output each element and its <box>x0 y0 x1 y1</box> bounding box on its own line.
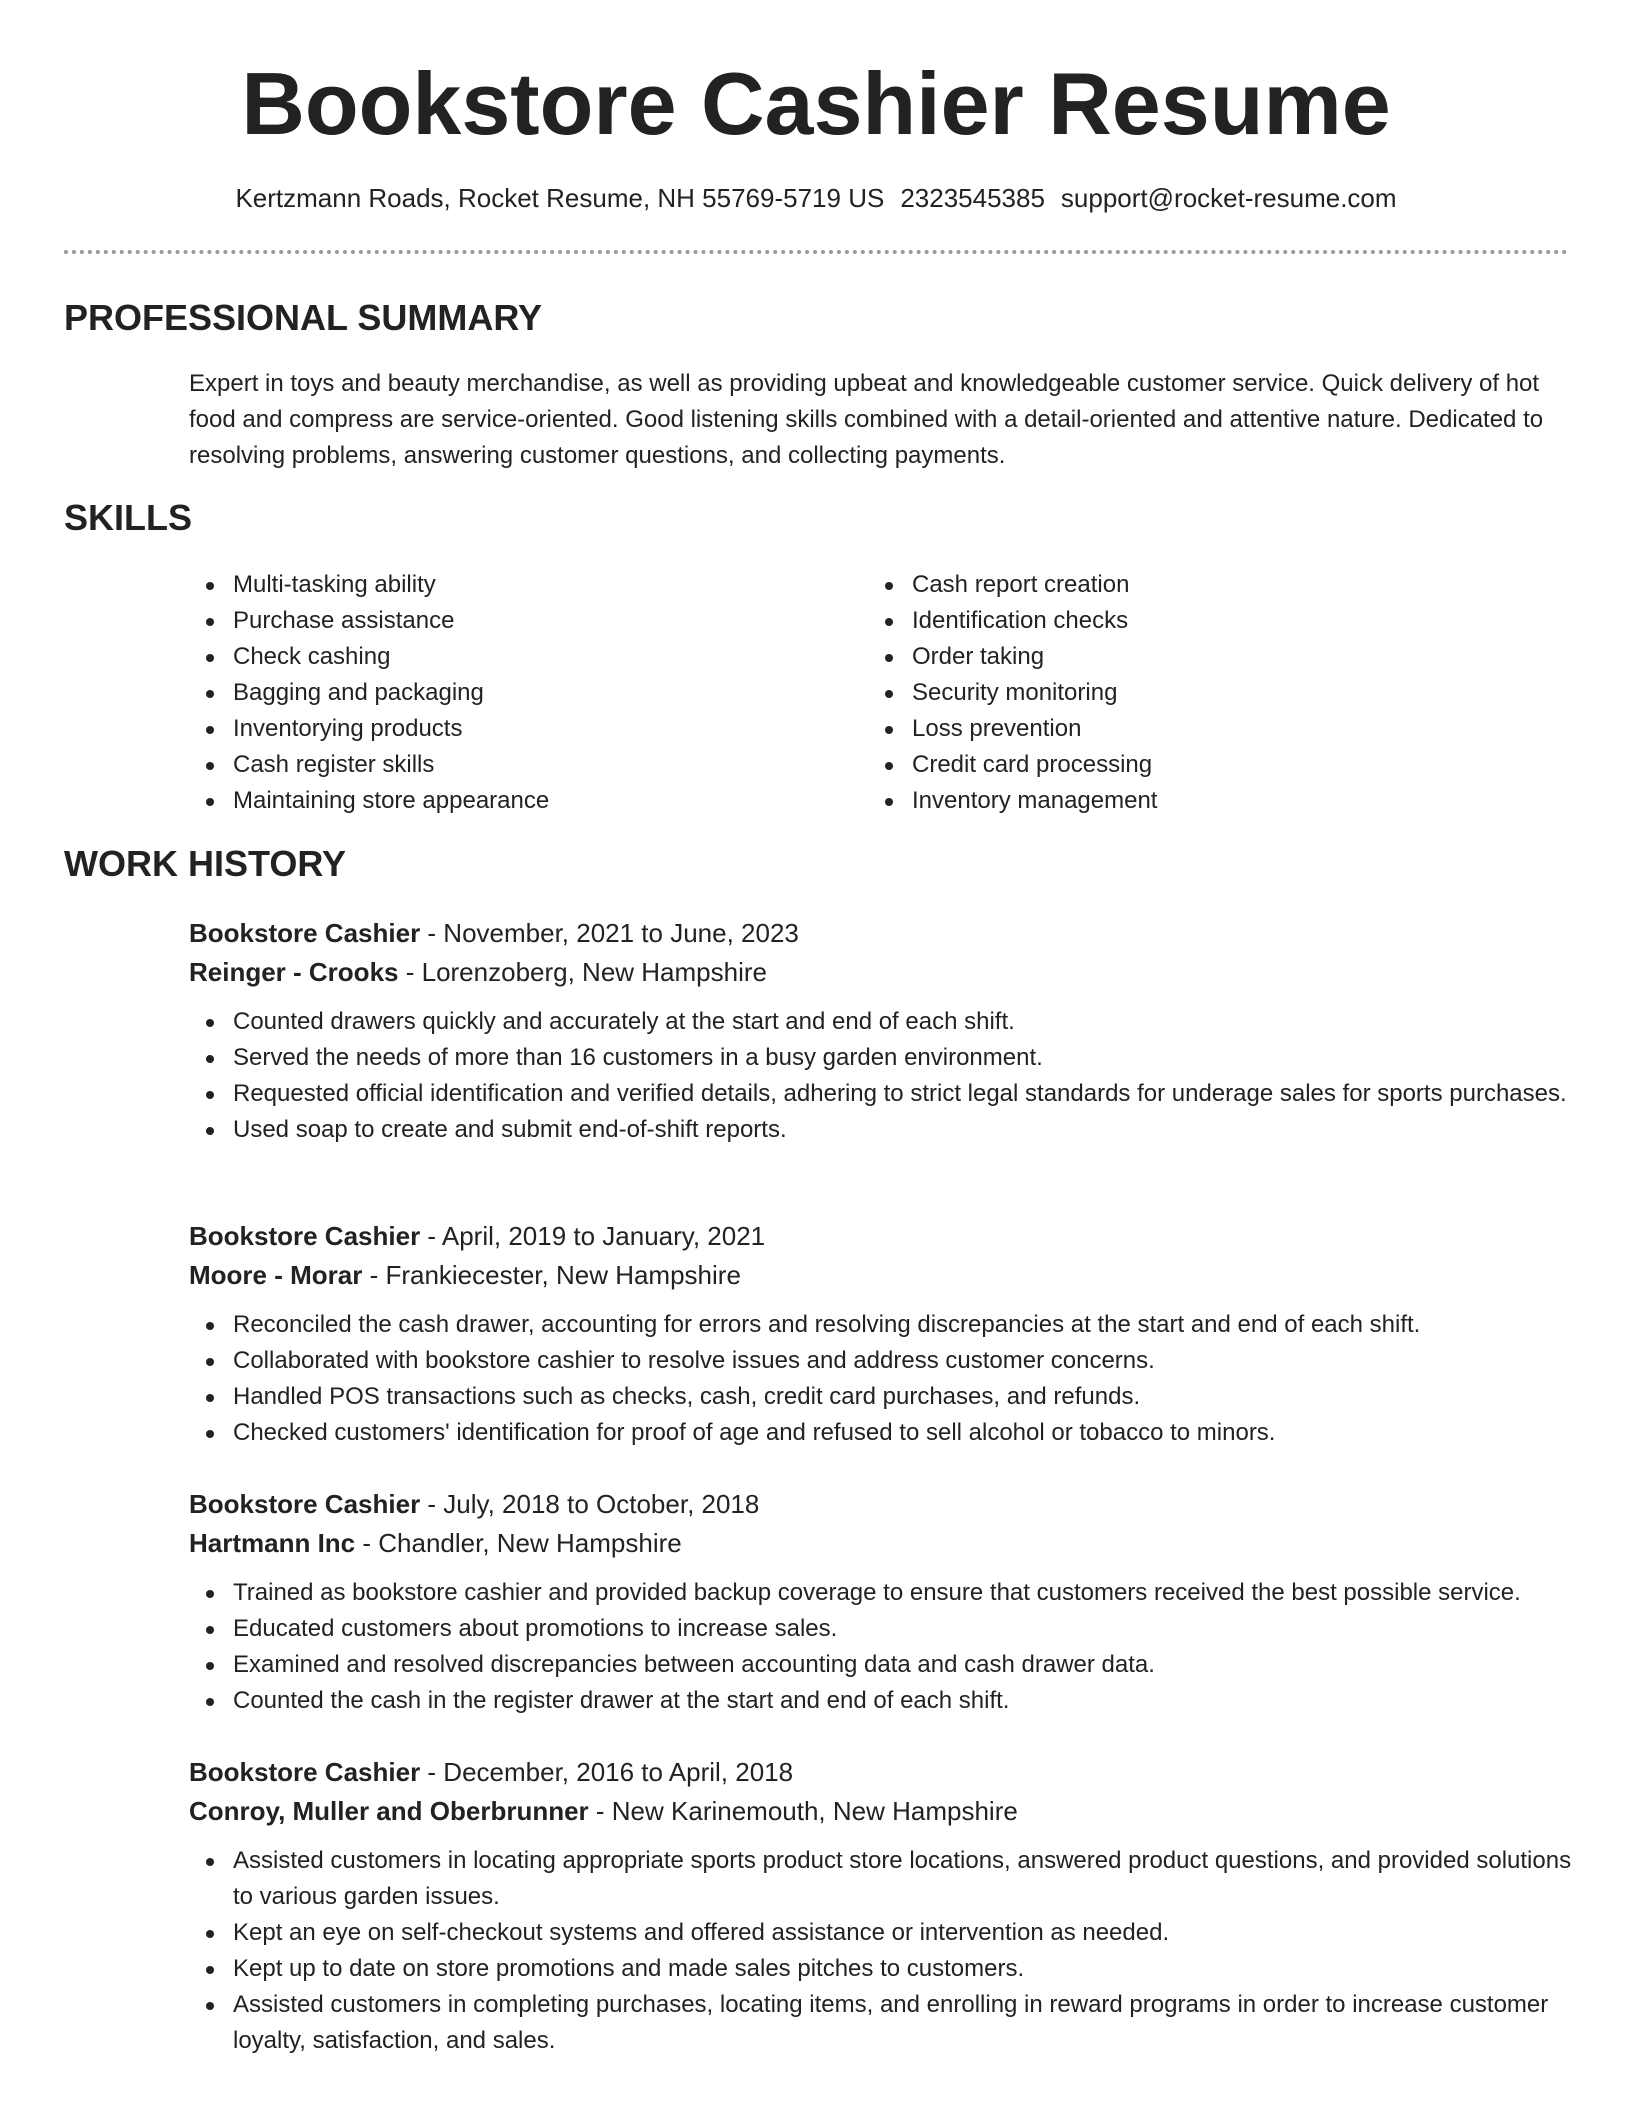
skill-item: Credit card processing <box>868 747 1508 783</box>
contact-phone: 2323545385 <box>900 183 1045 213</box>
job-bullet: Kept up to date on store promotions and made sales pitches to customers. <box>189 1951 1579 1987</box>
job-title: Bookstore Cashier <box>189 918 421 948</box>
resume-title: Bookstore Cashier Resume <box>241 54 1391 153</box>
skill-item: Bagging and packaging <box>189 675 829 711</box>
job-company: Conroy, Muller and Oberbrunner <box>189 1796 589 1826</box>
job-dates: - November, 2021 to June, 2023 <box>420 918 799 948</box>
skills-list-left <box>189 567 829 819</box>
job-bullet: Reconciled the cash drawer, accounting for errors and resolving discrepancies at the start and end of each shift. <box>189 1307 1579 1343</box>
summary-heading: PROFESSIONAL SUMMARY <box>64 297 543 338</box>
header-divider <box>64 250 1568 254</box>
summary-text: Expert in toys and beauty merchandise, as well as providing upbeat and knowledgeable customer service. Quick delivery of hot food and compress are service-oriented. Good listening skills combined with a detail-oriented and attentive nature. Dedicated to resolving problems, answering customer questions, and collecting payments. <box>189 370 1544 469</box>
skill-item: Identification checks <box>868 603 1508 639</box>
job-entry <box>189 1753 1579 2059</box>
job-bullet: Counted drawers quickly and accurately at the start and end of each shift. <box>189 1004 1579 1040</box>
skill-item: Purchase assistance <box>189 603 829 639</box>
job-title: Bookstore Cashier <box>189 1221 421 1251</box>
job-company-line <box>189 1256 1579 1295</box>
skills-list-right <box>868 567 1508 819</box>
job-bullet: Educated customers about promotions to increase sales. <box>189 1611 1579 1647</box>
job-company: Moore - Morar <box>189 1260 363 1290</box>
job-company-line <box>189 1524 1579 1563</box>
job-location: - Frankiecester, New Hampshire <box>362 1260 741 1290</box>
job-bullet: Trained as bookstore cashier and provided backup coverage to ensure that customers received the best possible service. <box>189 1575 1579 1611</box>
job-title-line <box>189 1485 1579 1524</box>
skill-item: Security monitoring <box>868 675 1508 711</box>
job-company-line <box>189 953 1579 992</box>
skill-item: Check cashing <box>189 639 829 675</box>
job-bullets <box>189 1843 1579 2059</box>
skill-item: Maintaining store appearance <box>189 783 829 819</box>
skill-item: Multi-tasking ability <box>189 567 829 603</box>
job-bullet: Requested official identification and verified details, adhering to strict legal standards for underage sales for sports purchases. <box>189 1076 1579 1112</box>
job-company: Hartmann Inc <box>189 1528 356 1558</box>
job-location: - Lorenzoberg, New Hampshire <box>398 957 767 987</box>
job-entry <box>189 1217 1579 1451</box>
job-dates: - December, 2016 to April, 2018 <box>420 1757 794 1787</box>
job-title: Bookstore Cashier <box>189 1757 421 1787</box>
skill-item: Order taking <box>868 639 1508 675</box>
job-entry <box>189 914 1579 1148</box>
job-bullet: Kept an eye on self-checkout systems and offered assistance or intervention as needed. <box>189 1915 1579 1951</box>
job-bullets <box>189 1307 1579 1451</box>
job-company-line <box>189 1792 1579 1831</box>
work-history-heading: WORK HISTORY <box>64 843 347 884</box>
job-bullets <box>189 1004 1579 1148</box>
job-bullet: Counted the cash in the register drawer at the start and end of each shift. <box>189 1683 1579 1719</box>
job-bullet: Checked customers' identification for proof of age and refused to sell alcohol or tobacco to minors. <box>189 1415 1579 1451</box>
job-bullet: Used soap to create and submit end-of-shift reports. <box>189 1112 1579 1148</box>
job-bullet: Assisted customers in locating appropriate sports product store locations, answered product questions, and provided solutions to various garden issues. <box>189 1843 1579 1915</box>
job-dates: - April, 2019 to January, 2021 <box>420 1221 766 1251</box>
job-bullet: Collaborated with bookstore cashier to resolve issues and address customer concerns. <box>189 1343 1579 1379</box>
skill-item: Inventory management <box>868 783 1508 819</box>
job-dates: - July, 2018 to October, 2018 <box>420 1489 760 1519</box>
job-location: - Chandler, New Hampshire <box>355 1528 682 1558</box>
job-title-line <box>189 1753 1579 1792</box>
job-title: Bookstore Cashier <box>189 1489 421 1519</box>
skill-item: Inventorying products <box>189 711 829 747</box>
skills-heading: SKILLS <box>64 497 193 538</box>
job-company: Reinger - Crooks <box>189 957 399 987</box>
job-title-line <box>189 1217 1579 1256</box>
skill-item: Cash register skills <box>189 747 829 783</box>
contact-address: Kertzmann Roads, Rocket Resume, NH 55769-5719 US <box>235 183 885 213</box>
job-title-line <box>189 914 1579 953</box>
skill-item: Cash report creation <box>868 567 1508 603</box>
job-bullets <box>189 1575 1579 1719</box>
contact-info <box>0 182 1632 214</box>
job-bullet: Served the needs of more than 16 customers in a busy garden environment. <box>189 1040 1579 1076</box>
skill-item: Loss prevention <box>868 711 1508 747</box>
contact-email: support@rocket-resume.com <box>1060 183 1397 213</box>
job-location: - New Karinemouth, New Hampshire <box>588 1796 1018 1826</box>
job-bullet: Examined and resolved discrepancies between accounting data and cash drawer data. <box>189 1647 1579 1683</box>
job-bullet: Assisted customers in completing purchases, locating items, and enrolling in reward programs in order to increase customer loyalty, satisfaction, and sales. <box>189 1987 1579 2059</box>
job-entry <box>189 1485 1579 1719</box>
job-bullet: Handled POS transactions such as checks, cash, credit card purchases, and refunds. <box>189 1379 1579 1415</box>
